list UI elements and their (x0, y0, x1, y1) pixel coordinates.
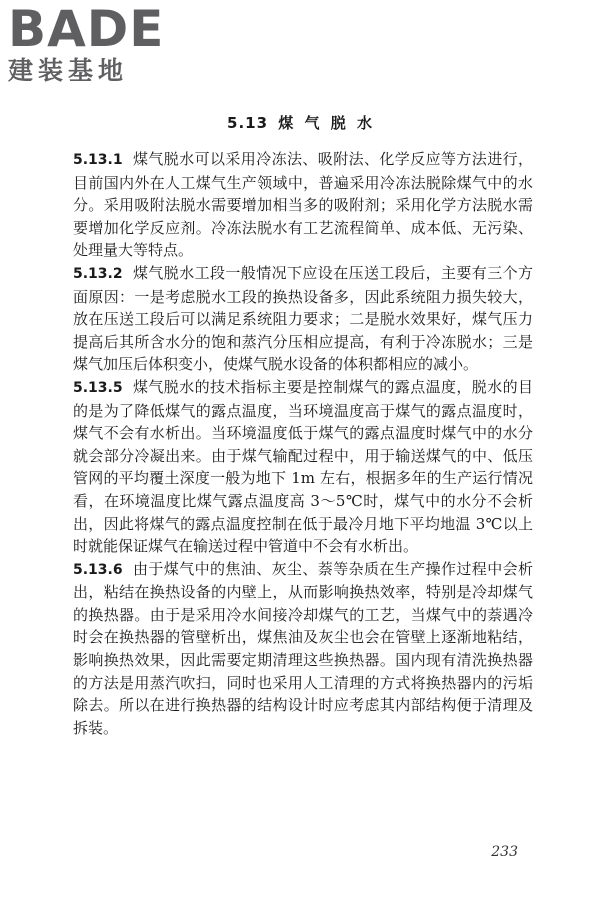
clause-number: 5.13.6 (73, 561, 123, 578)
clause-text: 煤气脱水工段一般情况下应设在压送工段后，主要有三个方面原因：一是考虑脱水工段的换热设备多，因此系统阻力损失较大，放在压送工段后可以满足系统阻力要求；二是脱水效果好，煤气压力提高后其所含水分的饱和蒸汽分压相应提高，有利于冷冻脱水；三是煤气加压后体积变小，使煤气脱水设备的体积都相应的减小。 (73, 263, 533, 374)
bade-logo (8, 0, 178, 86)
clause-number: 5.13.1 (73, 152, 123, 168)
logo-wordmark: BADE (8, 0, 165, 58)
clause-number: 5.13.2 (73, 265, 123, 282)
clause-5-13-2 (73, 262, 533, 376)
page-body (73, 148, 533, 739)
section-title: 5.13 煤 气 脱 水 (227, 114, 373, 132)
clause-text: 由于煤气中的焦油、灰尘、萘等杂质在生产操作过程中会析出，粘结在换热设备的内壁上，从而影响换热效率，特别是冷却煤气的换热器。由于是采用冷水间接冷却煤气的工艺，当煤气中的萘遇冷时会在换热器的管壁析出，煤焦油及灰尘也会在管壁上逐渐地粘结，影响换热效果，因此需要定期清理这些换热器。国内现有清洗换热器的方法是用蒸汽吹扫，同时也采用人工清理的方式将换热器内的污垢除去。所以在进行换热器的结构设计时应考虑其内部结构便于清理及拆装。 (73, 559, 533, 737)
clause-text: 煤气脱水可以采用冷冻法、吸附法、化学反应等方法进行，目前国内外在人工煤气生产领域中，普遍采用冷冻法脱除煤气中的水分。采用吸附法脱水需要增加相当多的吸附剂；采用化学方法脱水需要增加化学反应剂。冷冻法脱水有工艺流程简单、成本低、无污染、处理量大等特点。 (73, 150, 533, 260)
clause-number: 5.13.5 (73, 379, 123, 396)
page-number: 233 (491, 844, 518, 860)
clause-5-13-1 (73, 148, 533, 262)
clause-text: 煤气脱水的技术指标主要是控制煤气的露点温度，脱水的目的是为了降低煤气的露点温度，当环境温度高于煤气的露点温度时，煤气不会有水析出。当环境温度低于煤气的露点温度时煤气中的水分就会部分冷凝出来。由于煤气输配过程中，用于输送煤气的中、低压管网的平均覆土深度一般为地下 1m 左右，根据多年的生产运行情况看，在环境温度比煤气露点温度高 3～5℃时，煤气中的水分不会析出，因此将煤气的露点温度控制在低于最冷月地下平均地温 3℃以上时就能保证煤气在输送过程中管道中不会有水析出。 (73, 377, 533, 556)
logo-subtitle: 建装基地 (8, 56, 129, 85)
clause-5-13-6 (73, 558, 533, 740)
clause-5-13-5 (73, 376, 533, 558)
